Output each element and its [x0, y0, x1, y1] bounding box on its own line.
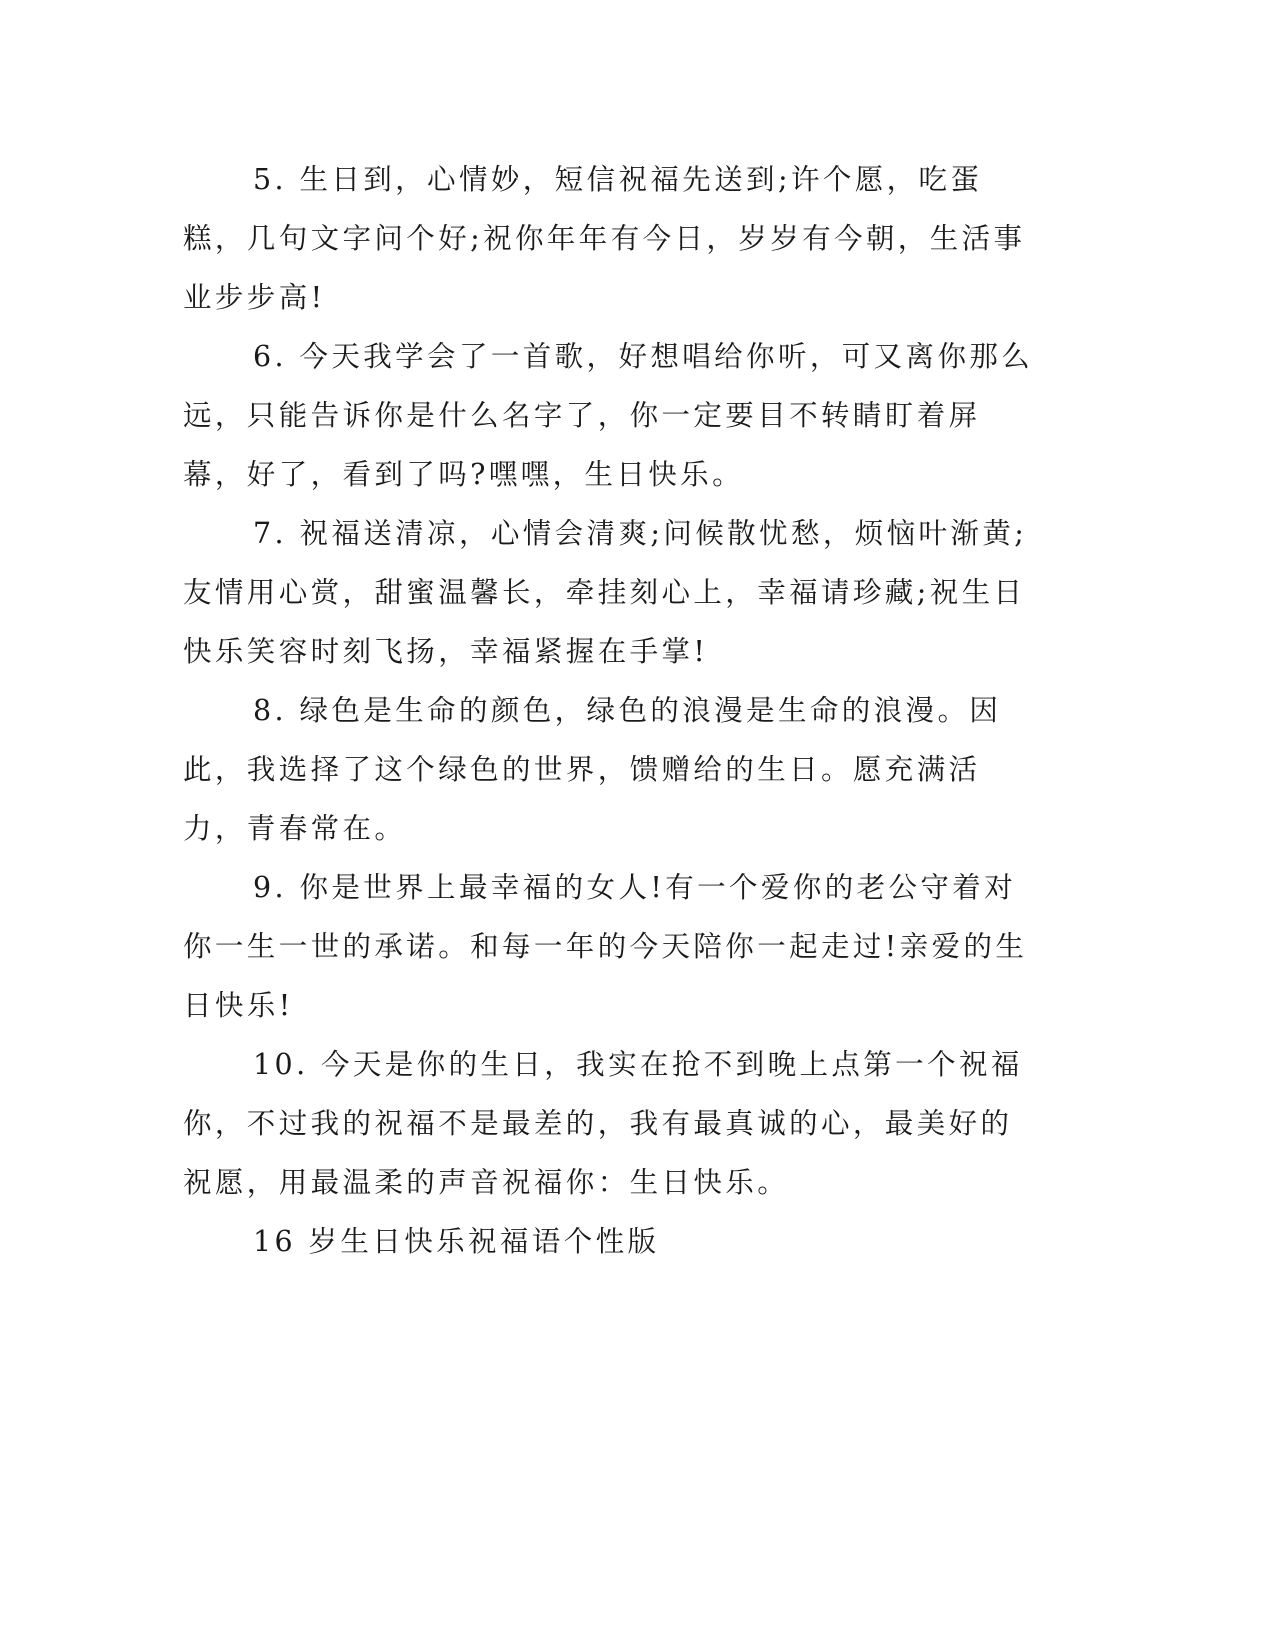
wish-paragraph-6: 6. 今天我学会了一首歌，好想唱给你听，可又离你那么远，只能告诉你是什么名字了，你一定要目不转睛盯着屏幕，好了，看到了吗?嘿嘿，生日快乐。	[183, 340, 1034, 491]
wish-paragraph-5: 5. 生日到，心情妙，短信祝福先送到;许个愿，吃蛋糕，几句文字问个好;祝你年年有今日，岁岁有今朝，生活事业步步高!	[183, 163, 1026, 314]
wish-paragraph-7: 7. 祝福送清凉，心情会清爽;问候散忧愁，烦恼叶渐黄;友情用心赏，甜蜜温馨长，牵挂刻心上，幸福请珍藏;祝生日快乐笑容时刻飞扬，幸福紧握在手掌!	[183, 517, 1028, 668]
wish-paragraph-9: 9. 你是世界上最幸福的女人!有一个爱你的老公守着对你一生一世的承诺。和每一年的今天陪你一起走过!亲爱的生日快乐!	[183, 871, 1028, 1022]
wish-paragraph-10: 10. 今天是你的生日，我实在抢不到晚上点第一个祝福你，不过我的祝福不是最差的，我有最真诚的心，最美好的祝愿，用最温柔的声音祝福你：生日快乐。	[183, 1048, 1023, 1199]
section-heading: 16 岁生日快乐祝福语个性版	[253, 1225, 660, 1258]
document-body	[183, 150, 1043, 1271]
wish-paragraph-8: 8. 绿色是生命的颜色，绿色的浪漫是生命的浪漫。因此，我选择了这个绿色的世界，馈赠给的生日。愿充满活力，青春常在。	[183, 694, 1002, 845]
